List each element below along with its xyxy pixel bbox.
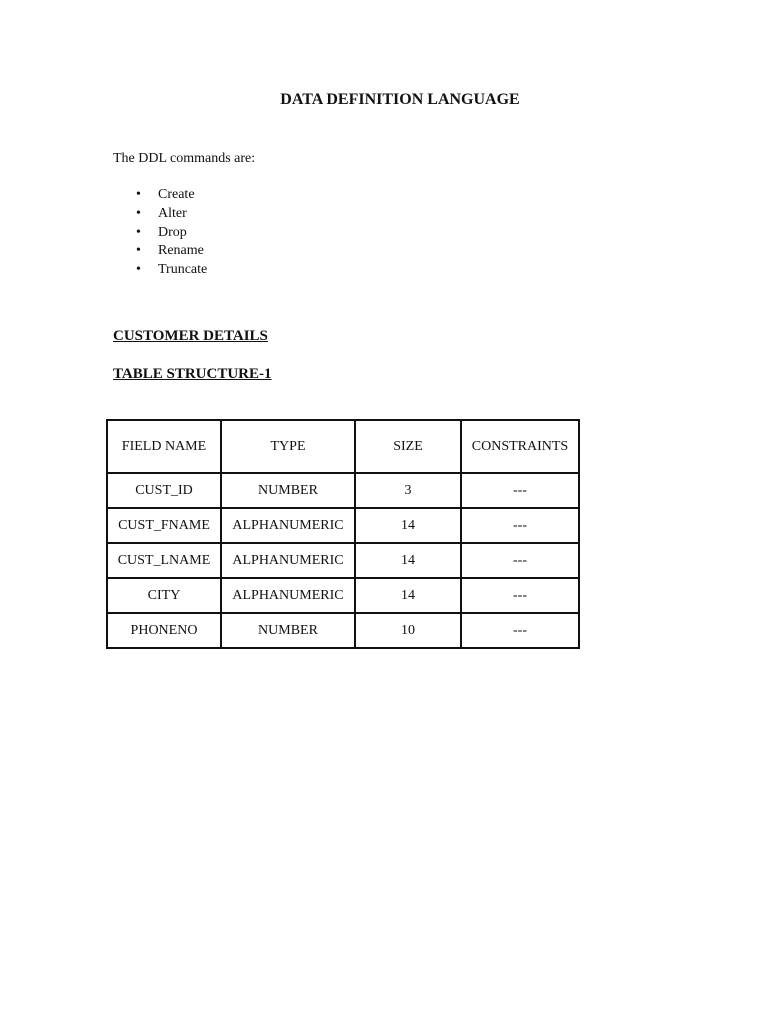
command-label: Drop [158,224,187,240]
table-cell: 3 [355,473,461,508]
table-cell: 10 [355,613,461,648]
table-cell: CUST_ID [107,473,221,508]
list-item [113,186,207,205]
command-label: Rename [158,243,204,259]
table-cell: CUST_FNAME [107,508,221,543]
list-item [113,224,207,243]
table-cell: NUMBER [221,613,355,648]
table-cell: NUMBER [221,473,355,508]
command-label: Alter [158,205,187,221]
column-header: SIZE [355,420,461,473]
column-header: FIELD NAME [107,420,221,473]
table-cell: 14 [355,578,461,613]
document-title: DATA DEFINITION LANGUAGE [280,91,520,108]
table-row [107,543,579,578]
bullet-icon: • [136,262,141,277]
list-item [113,242,207,261]
table-cell: PHONENO [107,613,221,648]
command-label: Create [158,187,195,202]
table-structure [106,419,580,649]
bullet-icon: • [136,224,141,240]
table-cell: ALPHANUMERIC [221,508,355,543]
table-row [107,578,579,613]
table-cell: --- [461,473,579,508]
bullet-icon: • [136,187,141,202]
table-cell: CITY [107,578,221,613]
bullet-icon: • [136,243,141,259]
list-item [113,261,207,280]
column-header: CONSTRAINTS [461,420,579,473]
ddl-command-list [113,186,207,280]
table-heading: TABLE STRUCTURE-1 [113,366,272,382]
table-cell: --- [461,613,579,648]
table-header-row [107,420,579,473]
table-cell: ALPHANUMERIC [221,543,355,578]
table-cell: ALPHANUMERIC [221,578,355,613]
table-cell: 14 [355,508,461,543]
table-cell: CUST_LNAME [107,543,221,578]
command-label: Truncate [158,262,208,277]
table-cell: 14 [355,543,461,578]
table-row [107,508,579,543]
column-header: TYPE [221,420,355,473]
bullet-icon: • [136,205,141,221]
table-cell: --- [461,578,579,613]
table-row [107,473,579,508]
table-row [107,613,579,648]
table-cell: --- [461,543,579,578]
section-heading: CUSTOMER DETAILS [113,328,268,344]
intro-text: The DDL commands are: [113,151,256,166]
table-cell: --- [461,508,579,543]
list-item [113,205,207,224]
